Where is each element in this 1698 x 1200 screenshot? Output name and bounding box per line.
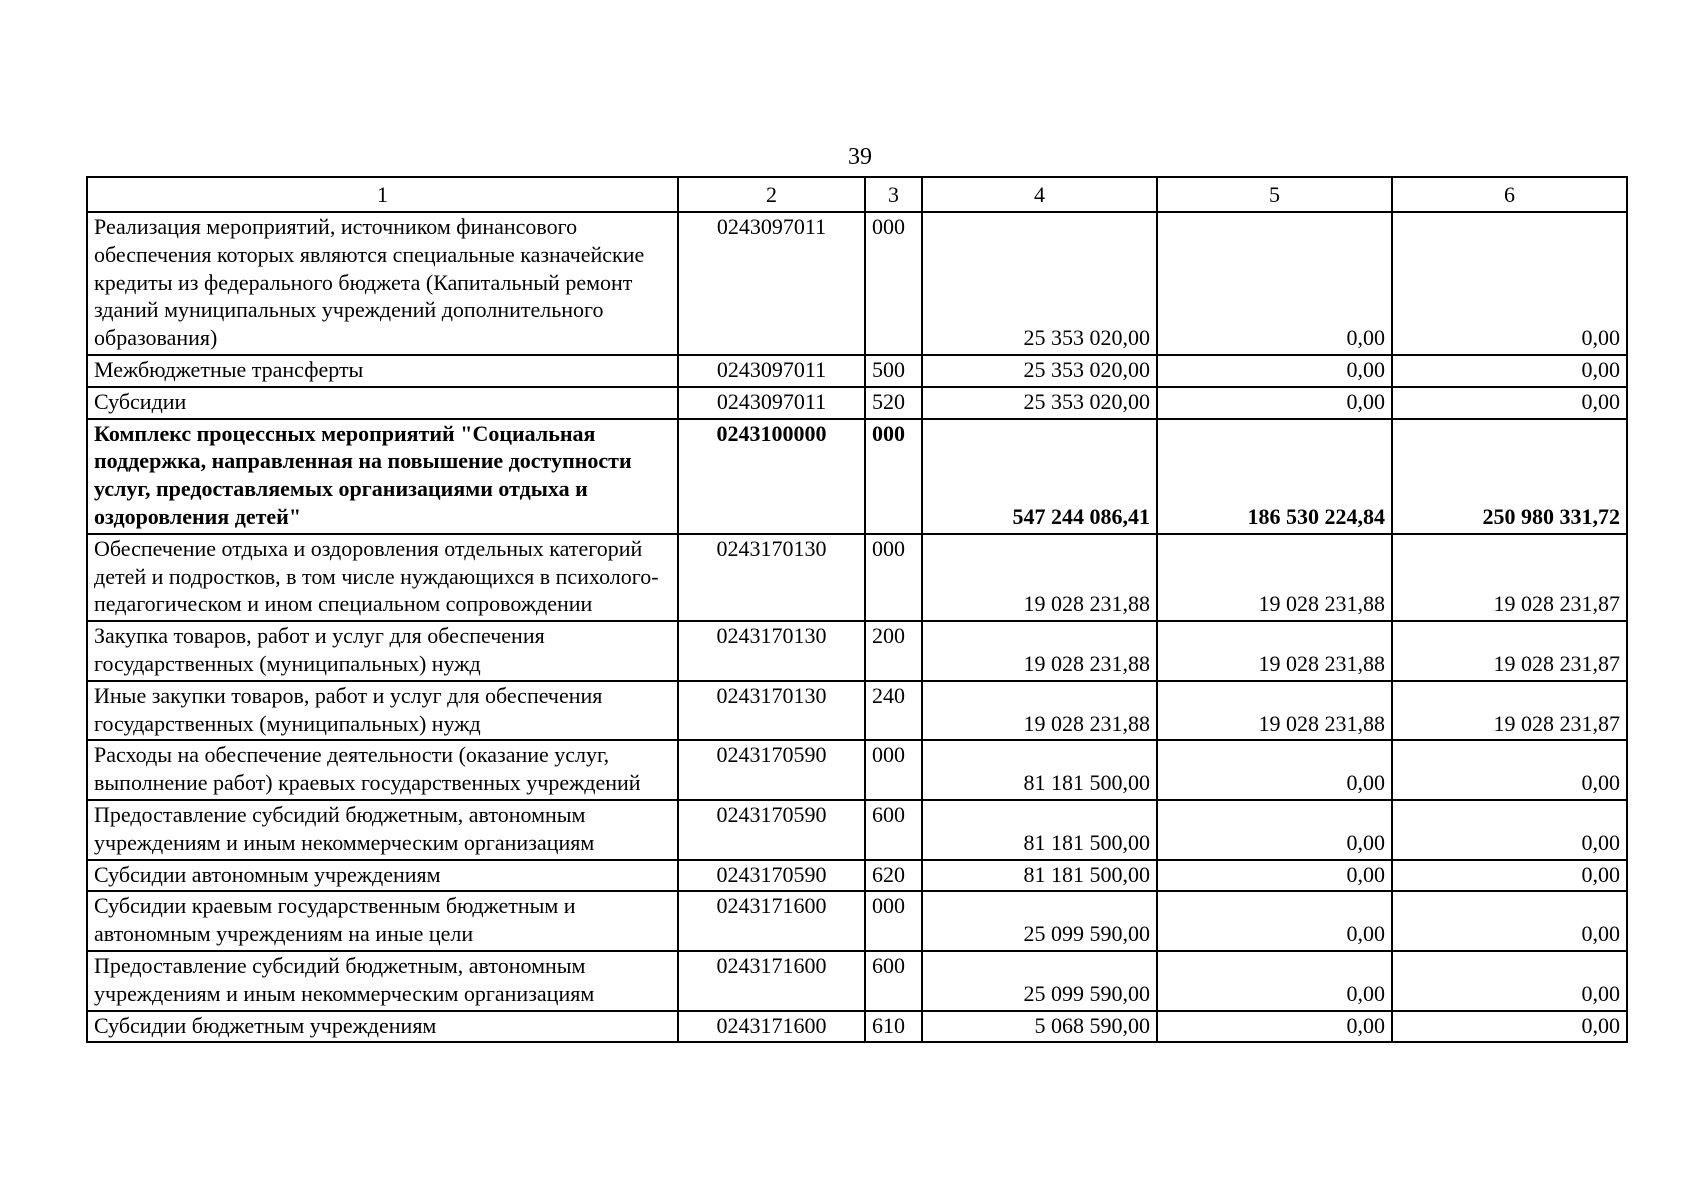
row-value-col4: 5 068 590,00 [922,1011,1157,1043]
row-code-cell: 0243170590 [678,740,865,800]
row-type-cell: 000 [865,891,922,951]
row-value-col4: 25 353 020,00 [922,212,1157,355]
row-value-col6: 0,00 [1392,740,1627,800]
row-code-cell: 0243097011 [678,355,865,387]
budget-table [86,176,1628,1043]
table-row [87,860,1627,892]
row-value-col4: 25 353 020,00 [922,355,1157,387]
table-row [87,740,1627,800]
row-value-col5: 0,00 [1157,951,1392,1011]
table-row [87,621,1627,681]
row-name-cell: Обеспечение отдыха и оздоровления отдельных категорий детей и подростков, в том числе нуждающихся в психолого-педагогическом и ином специальном сопровождении [87,534,678,621]
row-value-col5: 19 028 231,88 [1157,534,1392,621]
row-code-cell: 0243170590 [678,860,865,892]
header-col-4: 4 [922,177,1157,212]
row-code-cell: 0243170130 [678,681,865,741]
row-value-col6: 19 028 231,87 [1392,534,1627,621]
row-value-col5: 0,00 [1157,355,1392,387]
row-name-cell: Субсидии бюджетным учреждениям [87,1011,678,1043]
row-value-col4: 547 244 086,41 [922,419,1157,534]
row-type-cell: 000 [865,212,922,355]
row-name-cell: Предоставление субсидий бюджетным, автономным учреждениям и иным некоммерческим организациям [87,951,678,1011]
row-code-cell: 0243097011 [678,387,865,419]
row-code-cell: 0243170590 [678,800,865,860]
row-value-col4: 25 099 590,00 [922,891,1157,951]
row-value-col4: 81 181 500,00 [922,740,1157,800]
row-value-col5: 19 028 231,88 [1157,681,1392,741]
table-row [87,212,1627,355]
row-code-cell: 0243170130 [678,621,865,681]
header-col-3: 3 [865,177,922,212]
row-value-col4: 19 028 231,88 [922,681,1157,741]
table-row [87,1011,1627,1043]
row-name-cell: Расходы на обеспечение деятельности (оказание услуг, выполнение работ) краевых государственных учреждений [87,740,678,800]
row-code-cell: 0243097011 [678,212,865,355]
row-code-cell: 0243171600 [678,891,865,951]
table-row [87,534,1627,621]
row-value-col6: 19 028 231,87 [1392,621,1627,681]
row-code-cell: 0243171600 [678,1011,865,1043]
page-number: 39 [848,144,872,170]
row-type-cell: 000 [865,534,922,621]
row-value-col4: 19 028 231,88 [922,621,1157,681]
header-col-1: 1 [87,177,678,212]
row-name-cell: Субсидии [87,387,678,419]
row-value-col6: 0,00 [1392,951,1627,1011]
row-value-col5: 0,00 [1157,387,1392,419]
row-value-col5: 0,00 [1157,740,1392,800]
row-value-col5: 19 028 231,88 [1157,621,1392,681]
row-value-col4: 81 181 500,00 [922,800,1157,860]
row-type-cell: 240 [865,681,922,741]
row-value-col5: 0,00 [1157,212,1392,355]
row-value-col6: 0,00 [1392,860,1627,892]
row-type-cell: 200 [865,621,922,681]
table-row [87,681,1627,741]
table-row [87,419,1627,534]
row-value-col6: 0,00 [1392,1011,1627,1043]
row-type-cell: 610 [865,1011,922,1043]
row-type-cell: 520 [865,387,922,419]
row-type-cell: 600 [865,951,922,1011]
table-row [87,891,1627,951]
table-row [87,387,1627,419]
row-type-cell: 500 [865,355,922,387]
row-type-cell: 000 [865,419,922,534]
row-value-col5: 0,00 [1157,1011,1392,1043]
table-row [87,951,1627,1011]
row-value-col4: 81 181 500,00 [922,860,1157,892]
row-type-cell: 000 [865,740,922,800]
header-col-2: 2 [678,177,865,212]
row-value-col6: 0,00 [1392,387,1627,419]
header-row [87,177,1627,212]
header-col-6: 6 [1392,177,1627,212]
table-body [87,177,1627,1042]
row-name-cell: Закупка товаров, работ и услуг для обеспечения государственных (муниципальных) нужд [87,621,678,681]
row-code-cell: 0243171600 [678,951,865,1011]
row-value-col6: 0,00 [1392,355,1627,387]
table-row [87,355,1627,387]
row-value-col5: 0,00 [1157,891,1392,951]
row-code-cell: 0243100000 [678,419,865,534]
row-value-col4: 25 099 590,00 [922,951,1157,1011]
row-value-col6: 250 980 331,72 [1392,419,1627,534]
row-value-col6: 0,00 [1392,800,1627,860]
row-name-cell: Субсидии краевым государственным бюджетным и автономным учреждениям на иные цели [87,891,678,951]
row-name-cell: Предоставление субсидий бюджетным, автономным учреждениям и иным некоммерческим организациям [87,800,678,860]
row-value-col5: 0,00 [1157,800,1392,860]
row-name-cell: Субсидии автономным учреждениям [87,860,678,892]
row-value-col4: 25 353 020,00 [922,387,1157,419]
row-type-cell: 600 [865,800,922,860]
table-row [87,800,1627,860]
row-name-cell: Реализация мероприятий, источником финансового обеспечения которых являются специальные казначейские кредиты из федерального бюджета (Капитальный ремонт зданий муниципальных учреждений дополнительного образования) [87,212,678,355]
row-value-col6: 0,00 [1392,212,1627,355]
row-value-col4: 19 028 231,88 [922,534,1157,621]
row-name-cell: Межбюджетные трансферты [87,355,678,387]
row-value-col6: 0,00 [1392,891,1627,951]
row-type-cell: 620 [865,860,922,892]
row-name-cell: Иные закупки товаров, работ и услуг для обеспечения государственных (муниципальных) нужд [87,681,678,741]
row-name-cell: Комплекс процессных мероприятий "Социальная поддержка, направленная на повышение доступности услуг, предоставляемых организациями отдыха и оздоровления детей" [87,419,678,534]
row-code-cell: 0243170130 [678,534,865,621]
row-value-col5: 0,00 [1157,860,1392,892]
row-value-col6: 19 028 231,87 [1392,681,1627,741]
header-col-5: 5 [1157,177,1392,212]
row-value-col5: 186 530 224,84 [1157,419,1392,534]
